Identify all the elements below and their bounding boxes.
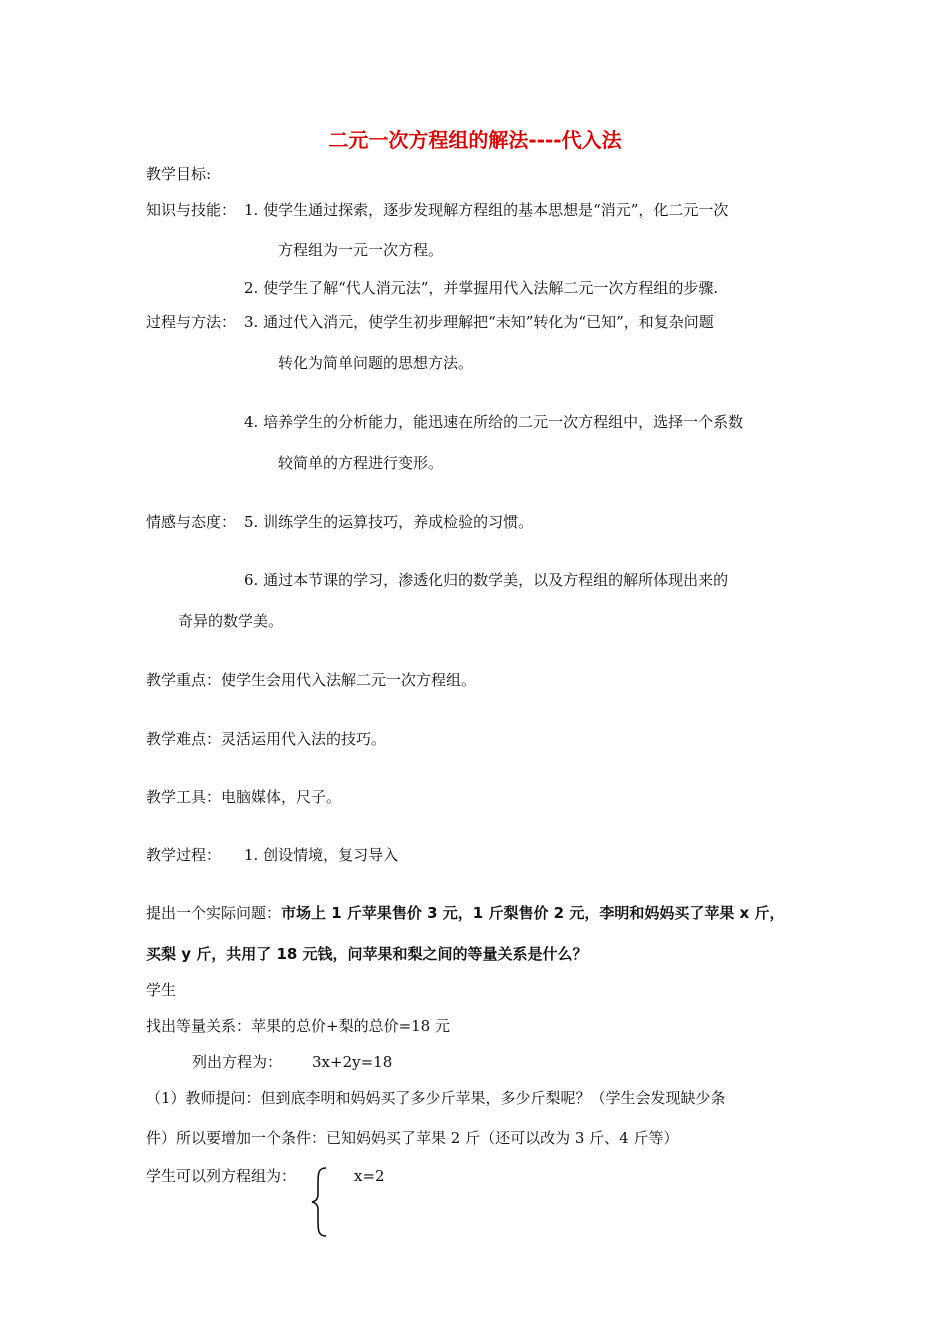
- goal-item-4a: 4. 培养学生的分析能力，能迅速在所给的二元一次方程组中，选择一个系数: [244, 413, 744, 431]
- teacher-question-a: （1）教师提问：但到底李明和妈妈买了多少斤苹果，多少斤梨呢？（学生会发现缺少条: [146, 1089, 726, 1107]
- problem-line-1: [146, 903, 784, 923]
- goal-item-1a: 1. 使学生通过探索，逐步发现解方程组的基本思想是“消元”，化二元一次: [244, 201, 729, 219]
- system-label: 学生可以列方程组为：: [146, 1167, 297, 1185]
- goal-item-1b: 方程组为一元一次方程。: [278, 241, 444, 259]
- equal-relation: 找出等量关系：苹果的总价+梨的总价=18 元: [146, 1017, 450, 1035]
- goal-item-6b: 奇异的数学美。: [178, 612, 284, 630]
- goal-item-6a: 6. 通过本节课的学习，渗透化归的数学美，以及方程组的解所体现出来的: [244, 571, 729, 589]
- process-heading: 教学过程：: [146, 846, 222, 864]
- difficulty: 教学难点：灵活运用代入法的技巧。: [146, 730, 387, 748]
- process-step-1: 1. 创设情境，复习导入: [244, 846, 399, 864]
- key-point: 教学重点：使学生会用代入法解二元一次方程组。: [146, 671, 477, 689]
- equation-label: 列出方程为：: [192, 1053, 283, 1071]
- problem-bold-a: 市场上 1 斤苹果售价 3 元，1 斤梨售价 2 元，李明和妈妈买了苹果 x 斤，: [281, 904, 785, 922]
- equation: 3x+2y=18: [312, 1053, 393, 1071]
- knowledge-label: 知识与技能：: [146, 201, 237, 219]
- goal-item-2: 2. 使学生了解“代人消元法”，并掌握用代入法解二元一次方程组的步骤.: [244, 279, 719, 297]
- goal-item-4b: 较简单的方程进行变形。: [278, 454, 444, 472]
- system-equation-1: x=2: [354, 1167, 385, 1185]
- teacher-question-b: 件）所以要增加一个条件：已知妈妈买了苹果 2 斤（还可以改为 3 斤、4 斤等）: [146, 1129, 679, 1147]
- emotion-label: 情感与态度：: [146, 513, 237, 531]
- goals-heading: 教学目标:: [146, 165, 212, 183]
- teaching-tools: 教学工具：电脑媒体，尺子。: [146, 788, 342, 806]
- problem-prefix: 提出一个实际问题：: [146, 904, 282, 922]
- goal-item-3a: 3. 通过代入消元，使学生初步理解把“未知”转化为“已知”，和复杂问题: [244, 313, 714, 331]
- student-label: 学生: [146, 981, 177, 999]
- left-brace-icon: [308, 1166, 330, 1238]
- document-title: 二元一次方程组的解法----代入法: [328, 128, 622, 152]
- goal-item-3b: 转化为简单问题的思想方法。: [278, 354, 474, 372]
- problem-bold-b: 买梨 y 斤，共用了 18 元钱，问苹果和梨之间的等量关系是什么？: [146, 945, 588, 963]
- goal-item-5: 5. 训练学生的运算技巧，养成检验的习惯。: [244, 513, 534, 531]
- process-label: 过程与方法：: [146, 313, 237, 331]
